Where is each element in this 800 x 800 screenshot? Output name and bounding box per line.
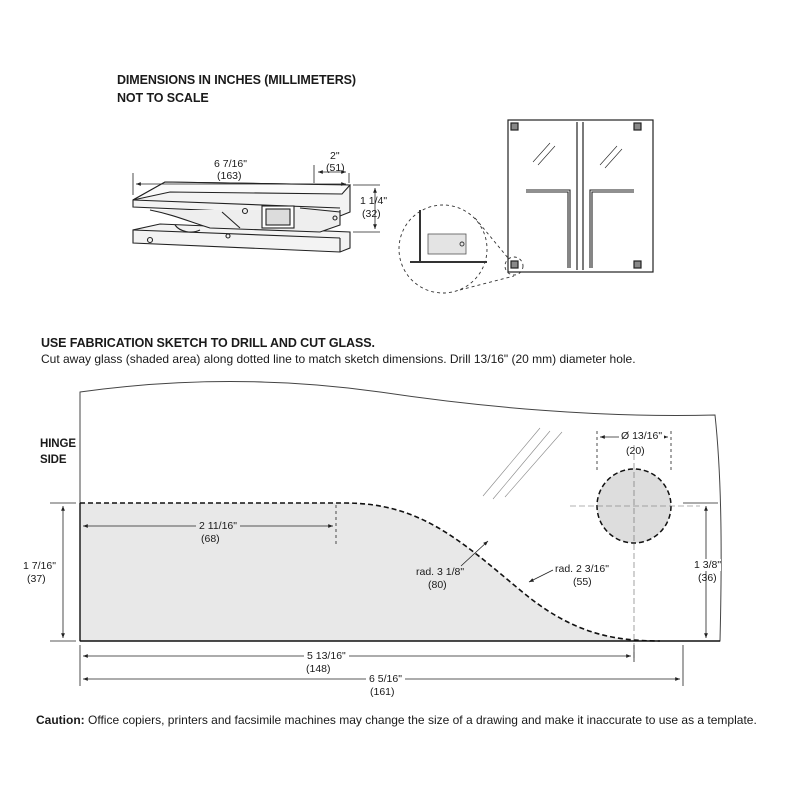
- caution-note: [36, 713, 757, 727]
- hole-diameter-mm: (20): [626, 445, 645, 457]
- detail-callout: [399, 205, 523, 293]
- patch-fitting-illustration: [133, 182, 350, 252]
- left-height-inches: 1 7/16": [23, 560, 56, 572]
- caution-text: Office copiers, printers and facsimile machines may change the size of a drawing and make it inaccurate to use as a template.: [88, 713, 757, 727]
- clip-height-inches: 1 1/4": [360, 195, 388, 207]
- hole-diameter-inches: Ø 13/16": [621, 430, 663, 442]
- header-subtitle: NOT TO SCALE: [117, 91, 209, 105]
- fabrication-title: USE FABRICATION SKETCH TO DRILL AND CUT GLASS.: [41, 336, 375, 350]
- cut-length-inches: 5 13/16": [304, 650, 349, 662]
- caution-label: Caution:: [36, 713, 85, 727]
- radius-1-mm: (80): [428, 579, 447, 591]
- cut-length-mm: (148): [306, 663, 331, 675]
- clip-height-mm: (32): [362, 208, 381, 220]
- fabrication-instruction: Cut away glass (shaded area) along dotted line to match sketch dimensions. Drill 13/16" (20 mm) diameter hole.: [41, 352, 636, 366]
- flat-length-mm: (68): [201, 533, 220, 545]
- radius-2-inches: rad. 2 3/16": [555, 563, 609, 575]
- right-height-inches: 1 3/8": [694, 559, 722, 571]
- clip-length-mm: (163): [217, 170, 242, 182]
- right-height-mm: (36): [698, 572, 717, 584]
- clip-width-inches: 2": [330, 150, 340, 162]
- radius-1-inches: rad. 3 1/8": [416, 566, 465, 578]
- clip-length-inches: 6 7/16": [214, 158, 247, 170]
- clip-width-mm: (51): [326, 162, 345, 174]
- left-height-mm: (37): [27, 573, 46, 585]
- radius-2-mm: (55): [573, 576, 592, 588]
- door-elevation: [508, 120, 653, 272]
- total-length-mm: (161): [370, 686, 395, 698]
- hinge-side-label-line2: SIDE: [40, 454, 67, 466]
- flat-length-inches: 2 11/16": [196, 520, 240, 532]
- hinge-side-label-line1: HINGE: [40, 438, 76, 450]
- total-length-inches: 6 5/16": [366, 673, 405, 685]
- header-title: DIMENSIONS IN INCHES (MILLIMETERS): [117, 73, 356, 87]
